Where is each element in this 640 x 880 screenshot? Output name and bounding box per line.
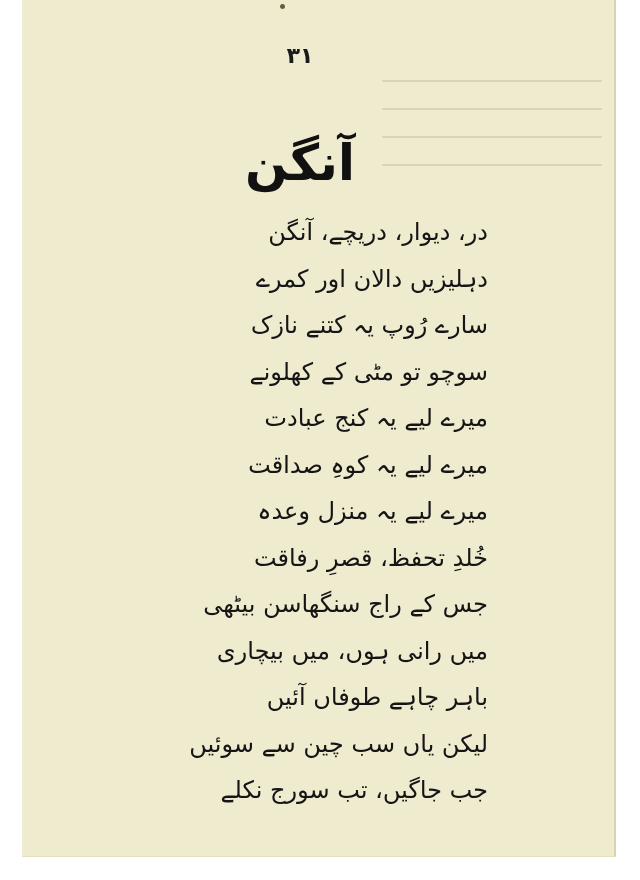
verse-line: میرے لیے یہ منزل وعدہ <box>257 497 488 525</box>
verse-line: جب جاگیں، تب سورج نکلے <box>220 776 488 804</box>
poem-verses <box>148 212 488 817</box>
poem-title: آنگن <box>245 134 355 192</box>
page-number: ۳۱ <box>286 44 314 69</box>
verse-line: خُلدِ تحفظ، قصرِ رفاقت <box>253 543 488 572</box>
verse-line: لیکن یاں سب چین سے سوئیں <box>189 729 488 758</box>
verse-line: سارے رُوپ یہ کتنے نازک <box>250 311 488 339</box>
verse-line: جس کے راج سنگھاسن بیٹھی <box>203 590 488 618</box>
verse-line: در، دیوار، دریچے، آنگن <box>268 218 488 246</box>
verse-line: میرے لیے یہ کنج عبادت <box>264 404 488 432</box>
verse-line: میں رانی ہوں، میں بیچاری <box>216 636 488 665</box>
verse-line: میرے لیے یہ کوہِ صداقت <box>248 450 488 479</box>
verse-line: دہلیزیں دالان اور کمرے <box>255 264 488 293</box>
verse-line: باہر چاہے طوفاں آئیں <box>266 683 488 711</box>
bleed-through-text <box>382 80 602 210</box>
ink-speck <box>280 4 285 9</box>
verse-line: سوچو تو مٹی کے کھلونے <box>249 357 488 386</box>
